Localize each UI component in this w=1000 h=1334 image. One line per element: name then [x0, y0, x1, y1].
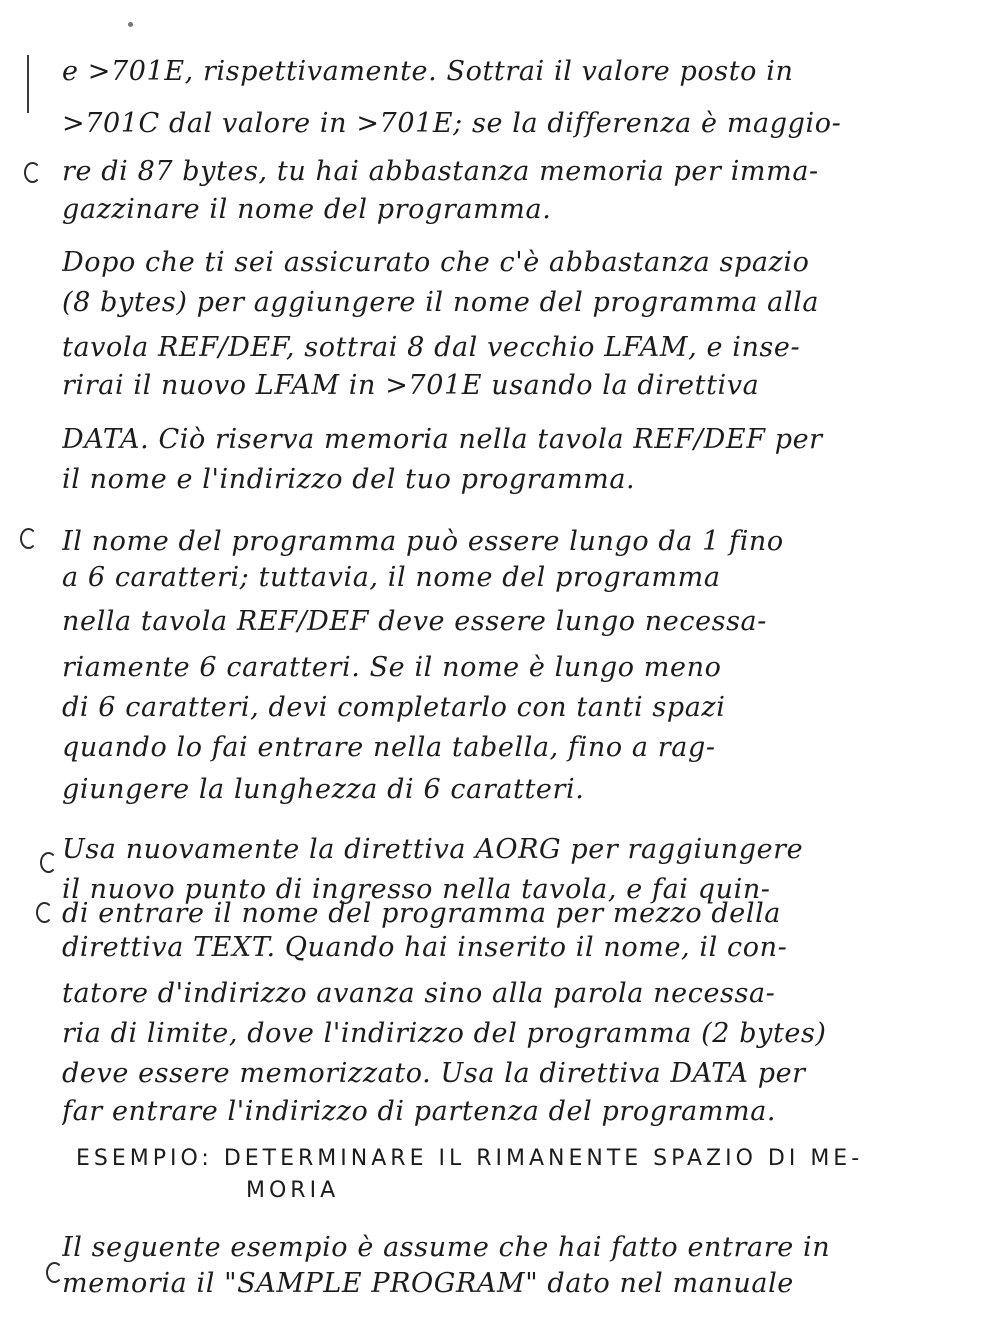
text-line: Dopo che ti sei assicurato che c'è abbastanza spazio: [62, 247, 810, 278]
text-line: far entrare l'indirizzo di partenza del programma.: [62, 1096, 777, 1127]
text-line: Il seguente esempio è assume che hai fatto entrare in: [62, 1232, 831, 1263]
text-line: riamente 6 caratteri. Se il nome è lungo meno: [62, 652, 722, 683]
text-line: gazzinare il nome del programma.: [62, 194, 552, 225]
binder-hole-mark: [24, 162, 41, 183]
text-line: di entrare il nome del programma per mezzo della: [62, 898, 782, 929]
example-heading-cont: MORIA: [246, 1178, 340, 1203]
text-line: giungere la lunghezza di 6 caratteri.: [62, 774, 585, 805]
text-line: il nome e l'indirizzo del tuo programma.: [62, 464, 636, 495]
text-line: ria di limite, dove l'indirizzo del programma (2 bytes): [62, 1018, 827, 1049]
text-line: nella tavola REF/DEF deve essere lungo necessa-: [62, 606, 767, 637]
margin-rule: [27, 55, 29, 113]
binder-hole-mark: [36, 902, 53, 923]
text-line: tatore d'indirizzo avanza sino alla parola necessa-: [62, 978, 776, 1009]
text-line: deve essere memorizzato. Usa la direttiva DATA per: [62, 1058, 806, 1089]
example-heading: ESEMPIO: DETERMINARE IL RIMANENTE SPAZIO DI ME-: [76, 1146, 864, 1171]
text-line: >701C dal valore in >701E; se la differenza è maggio-: [62, 108, 842, 139]
text-line: re di 87 bytes, tu hai abbastanza memoria per imma-: [62, 156, 819, 187]
text-line: di 6 caratteri, devi completarlo con tanti spazi: [62, 692, 726, 723]
paper-speck: [128, 22, 133, 27]
text-line: Usa nuovamente la direttiva AORG per raggiungere: [62, 834, 804, 865]
text-line: (8 bytes) per aggiungere il nome del programma alla: [62, 287, 820, 318]
binder-hole-mark: [20, 528, 37, 549]
text-line: a 6 caratteri; tuttavia, il nome del programma: [62, 562, 721, 593]
binder-hole-mark: [40, 852, 57, 873]
text-line: e >701E, rispettivamente. Sottrai il valore posto in: [62, 56, 794, 87]
text-line: tavola REF/DEF, sottrai 8 dal vecchio LFAM, e inse-: [62, 332, 801, 363]
text-line: rirai il nuovo LFAM in >701E usando la direttiva: [62, 370, 760, 401]
text-line: memoria il "SAMPLE PROGRAM" dato nel manuale: [62, 1268, 794, 1299]
text-line: Il nome del programma può essere lungo da 1 fino: [62, 526, 784, 557]
text-line: quando lo fai entrare nella tabella, fino a rag-: [62, 732, 716, 763]
text-line: DATA. Ciò riserva memoria nella tavola REF/DEF per: [62, 424, 823, 455]
binder-hole-mark: [46, 1262, 63, 1283]
text-line: direttiva TEXT. Quando hai inserito il nome, il con-: [62, 932, 788, 963]
text-line: il nuovo punto di ingresso nella tavola, e fai quin-: [62, 874, 771, 905]
